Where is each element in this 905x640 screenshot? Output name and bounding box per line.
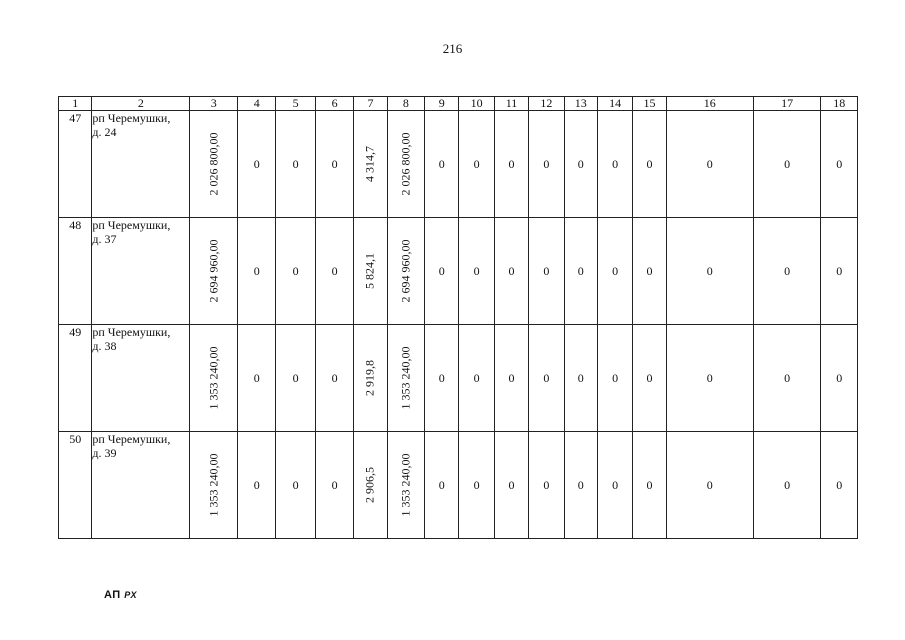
amount-value: 1 353 240,00 xyxy=(398,453,413,517)
column-header: 3 xyxy=(190,97,238,111)
value-cell: 0 xyxy=(753,111,821,218)
address-line: д. 24 xyxy=(92,125,117,139)
value-cell: 0 xyxy=(564,325,597,432)
value-cell: 0 xyxy=(666,325,753,432)
column-header: 12 xyxy=(529,97,564,111)
table-row xyxy=(59,432,858,539)
address-cell xyxy=(92,325,190,432)
amount-cell xyxy=(190,111,238,218)
amount-cell xyxy=(387,218,424,325)
value-cell: 0 xyxy=(597,111,632,218)
row-number: 47 xyxy=(59,111,92,218)
amount-cell xyxy=(190,218,238,325)
amount-cell xyxy=(387,325,424,432)
value-cell: 0 xyxy=(821,325,858,432)
column-header: 2 xyxy=(92,97,190,111)
footer-mark-small: РХ xyxy=(124,590,137,600)
table-row xyxy=(59,111,858,218)
area-value: 5 824,1 xyxy=(362,253,377,289)
area-cell xyxy=(354,432,387,539)
value-cell: 0 xyxy=(633,218,666,325)
address-cell xyxy=(92,432,190,539)
column-header: 9 xyxy=(425,97,459,111)
value-cell: 0 xyxy=(564,432,597,539)
value-cell: 0 xyxy=(753,218,821,325)
address-line: д. 37 xyxy=(92,232,117,246)
value-cell: 0 xyxy=(597,432,632,539)
value-cell: 0 xyxy=(315,218,353,325)
row-number: 48 xyxy=(59,218,92,325)
value-cell: 0 xyxy=(459,432,494,539)
value-cell: 0 xyxy=(315,111,353,218)
address-line: рп Черемушки, xyxy=(92,432,171,446)
column-header: 16 xyxy=(666,97,753,111)
value-cell: 0 xyxy=(276,218,315,325)
address-line: д. 38 xyxy=(92,339,117,353)
column-header: 15 xyxy=(633,97,666,111)
area-value: 4 314,7 xyxy=(362,146,377,182)
column-header: 5 xyxy=(276,97,315,111)
amount-value: 2 026 800,00 xyxy=(206,132,221,196)
address-cell xyxy=(92,218,190,325)
value-cell: 0 xyxy=(425,432,459,539)
value-cell: 0 xyxy=(494,111,528,218)
address-line: рп Черемушки, xyxy=(92,218,171,232)
value-cell: 0 xyxy=(666,218,753,325)
value-cell: 0 xyxy=(425,111,459,218)
footer-mark xyxy=(104,589,137,601)
value-cell: 0 xyxy=(633,111,666,218)
table-row xyxy=(59,325,858,432)
value-cell: 0 xyxy=(821,111,858,218)
value-cell: 0 xyxy=(459,218,494,325)
page-number: 216 xyxy=(442,41,463,56)
value-cell: 0 xyxy=(529,325,564,432)
value-cell: 0 xyxy=(564,111,597,218)
value-cell: 0 xyxy=(633,432,666,539)
value-cell: 0 xyxy=(315,432,353,539)
column-header: 1 xyxy=(59,97,92,111)
column-header: 17 xyxy=(753,97,821,111)
address-cell xyxy=(92,111,190,218)
area-cell xyxy=(354,111,387,218)
column-header: 8 xyxy=(387,97,424,111)
value-cell: 0 xyxy=(459,325,494,432)
value-cell: 0 xyxy=(315,325,353,432)
column-header: 13 xyxy=(564,97,597,111)
value-cell: 0 xyxy=(597,218,632,325)
value-cell: 0 xyxy=(564,218,597,325)
column-header: 14 xyxy=(597,97,632,111)
value-cell: 0 xyxy=(238,432,276,539)
column-header: 18 xyxy=(821,97,858,111)
amount-value: 2 694 960,00 xyxy=(206,239,221,303)
amount-value: 2 026 800,00 xyxy=(398,132,413,196)
value-cell: 0 xyxy=(276,111,315,218)
column-header: 11 xyxy=(494,97,528,111)
value-cell: 0 xyxy=(666,432,753,539)
value-cell: 0 xyxy=(425,325,459,432)
value-cell: 0 xyxy=(238,218,276,325)
column-header: 10 xyxy=(459,97,494,111)
row-number: 49 xyxy=(59,325,92,432)
value-cell: 0 xyxy=(821,432,858,539)
value-cell: 0 xyxy=(597,325,632,432)
value-cell: 0 xyxy=(633,325,666,432)
amount-value: 2 694 960,00 xyxy=(398,239,413,303)
value-cell: 0 xyxy=(459,111,494,218)
column-header: 4 xyxy=(238,97,276,111)
value-cell: 0 xyxy=(821,218,858,325)
data-table xyxy=(58,96,858,539)
amount-cell xyxy=(387,111,424,218)
amount-value: 1 353 240,00 xyxy=(206,346,221,410)
address-line: рп Черемушки, xyxy=(92,111,171,125)
address-line: рп Черемушки, xyxy=(92,325,171,339)
value-cell: 0 xyxy=(753,432,821,539)
value-cell: 0 xyxy=(529,218,564,325)
area-value: 2 919,8 xyxy=(362,360,377,396)
area-value: 2 906,5 xyxy=(362,467,377,503)
value-cell: 0 xyxy=(425,218,459,325)
header-row xyxy=(59,97,858,111)
value-cell: 0 xyxy=(276,432,315,539)
amount-cell xyxy=(387,432,424,539)
value-cell: 0 xyxy=(494,432,528,539)
value-cell: 0 xyxy=(529,111,564,218)
amount-cell xyxy=(190,325,238,432)
area-cell xyxy=(354,325,387,432)
amount-value: 1 353 240,00 xyxy=(398,346,413,410)
address-line: д. 39 xyxy=(92,446,117,460)
amount-value: 1 353 240,00 xyxy=(206,453,221,517)
value-cell: 0 xyxy=(666,111,753,218)
footer-mark-main: АП xyxy=(104,589,121,601)
area-cell xyxy=(354,218,387,325)
value-cell: 0 xyxy=(276,325,315,432)
column-header: 6 xyxy=(315,97,353,111)
value-cell: 0 xyxy=(753,325,821,432)
amount-cell xyxy=(190,432,238,539)
value-cell: 0 xyxy=(238,325,276,432)
table-row xyxy=(59,218,858,325)
column-header: 7 xyxy=(354,97,387,111)
value-cell: 0 xyxy=(494,218,528,325)
value-cell: 0 xyxy=(494,325,528,432)
value-cell: 0 xyxy=(529,432,564,539)
row-number: 50 xyxy=(59,432,92,539)
value-cell: 0 xyxy=(238,111,276,218)
